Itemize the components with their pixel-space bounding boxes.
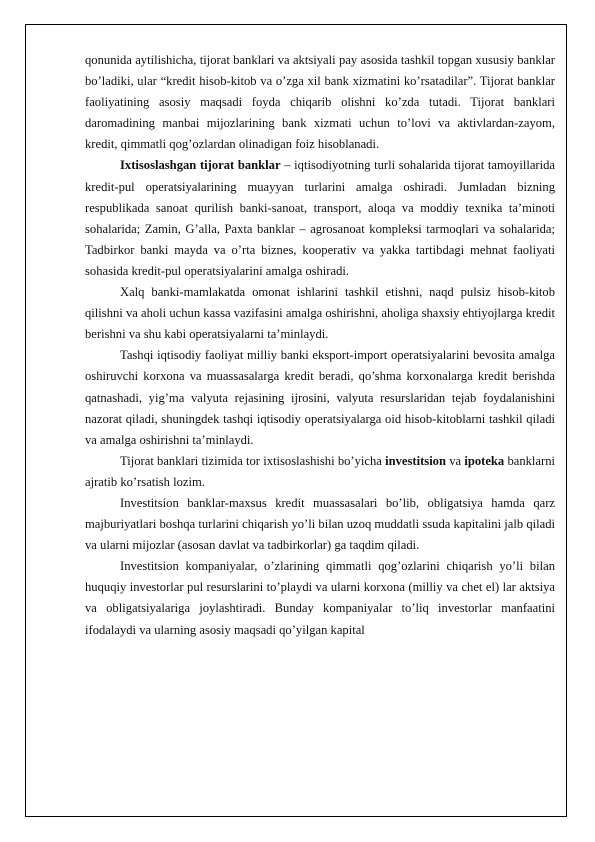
paragraph-6-text: Investitsion banklar-maxsus kredit muassasalari bo’lib, obligatsiya hamda qarz majburiyatlari boshqa turlarini chiqarish yo’li bilan uzoq muddatli ssuda kapitalini jalb qiladi va ularni mijozlar (asosan davlat va tadbirkorlar) ga taqdim qiladi.	[85, 495, 555, 553]
paragraph-5-text-b: va	[446, 453, 465, 468]
paragraph-2-text: – iqtisodiyotning turli sohalarida tijorat tamoyillarida kredit-pul operatsiyalarining muayyan turlarini amalga oshiradi. Jumladan bizning respublikada sanoat qurilish banki-sanoat, transport, aloqa va moddiy texnika ta’minoti sohalarida; Zamin, G’alla, Paxta banklar – agrosanoat kompleksi tarmoqlari va sohalarida; Tadbirkor banki mayda va o’rta biznes, kooperativ va yakka tartibdagi mehnat faoliyati sohasida kredit-pul operatsiyalarini amalga oshiradi.	[85, 158, 556, 278]
paragraph-7	[85, 556, 555, 640]
paragraph-7-text: Investitsion kompaniyalar, o’zlarining qimmatli qog’ozlarini chiqarish yo’li bilan huquqiy investorlar pul resurslarini to’playdi va ularni korxona (milliy va chet el) lar aktsiya va obligatsiyalariga joylashtiradi. Bunday kompaniyalar to’liq investorlar manfaatini ifodalaydi va ularning asosiy maqsadi qo’yilgan kapital	[85, 559, 555, 637]
paragraph-3	[85, 282, 555, 345]
term-specialized-banks: Ixtisoslashgan tijorat banklar	[120, 158, 281, 173]
paragraph-2	[85, 155, 555, 282]
paragraph-4-text: Tashqi iqtisodiy faoliyat milliy banki eksport-import operatsiyalarini bevosita amalga oshiruvchi korxona va muassasalarga kredit beradi, qo’shma korxonalarga kredit berishda qatnashadi, yig’ma valyuta rejasining ijrosini, valyuta resurslaridan tejab foydalanishini nazorat qiladi, shuningdek tashqi iqtisodiy operatsiyalarga oid hisob-kitoblarni tashkil qiladi va amalga oshirishni ta’minlaydi.	[85, 348, 555, 447]
term-investment: investitsion	[385, 453, 446, 468]
term-mortgage: ipoteka	[464, 453, 505, 468]
paragraph-6	[85, 493, 555, 556]
paragraph-4	[85, 345, 555, 450]
paragraph-1	[85, 50, 555, 155]
paragraph-1-text: qonunida aytilishicha, tijorat banklari va aktsiyali pay asosida tashkil topgan xususiy banklar bo’ladiki, ular “kredit hisob-kitob va o’zga xil bank xizmatini ko’rsatadilar”. Tijorat banklar faoliyatining asosiy maqsadi foyda chiqarib olishni ko’zda tutadi. Tijorat banklari daromadining manbai mijozlarining bank xizmati uchun to’lovi va aktivlardan-zayom, kredit, qimmatli qog’ozlardan olinadigan foiz hisoblanadi.	[85, 53, 555, 152]
paragraph-5	[85, 451, 555, 493]
paragraph-5-text-a: Tijorat banklari tizimida tor ixtisoslashishi bo’yicha	[120, 453, 386, 468]
paragraph-3-text: Xalq banki-mamlakatda omonat ishlarini tashkil etishni, naqd pulsiz hisob-kitob qilishni va aholi uchun kassa vazifasini amalga oshirishni, aholiga shaxsiy ehtiyojlarga kredit berishni va shu kabi operatsiyalarni ta’minlaydi.	[85, 285, 555, 342]
paragraph-5-text-c: banklarni ajratib ko’rsatish lozim.	[85, 453, 555, 489]
document-body	[85, 50, 555, 641]
